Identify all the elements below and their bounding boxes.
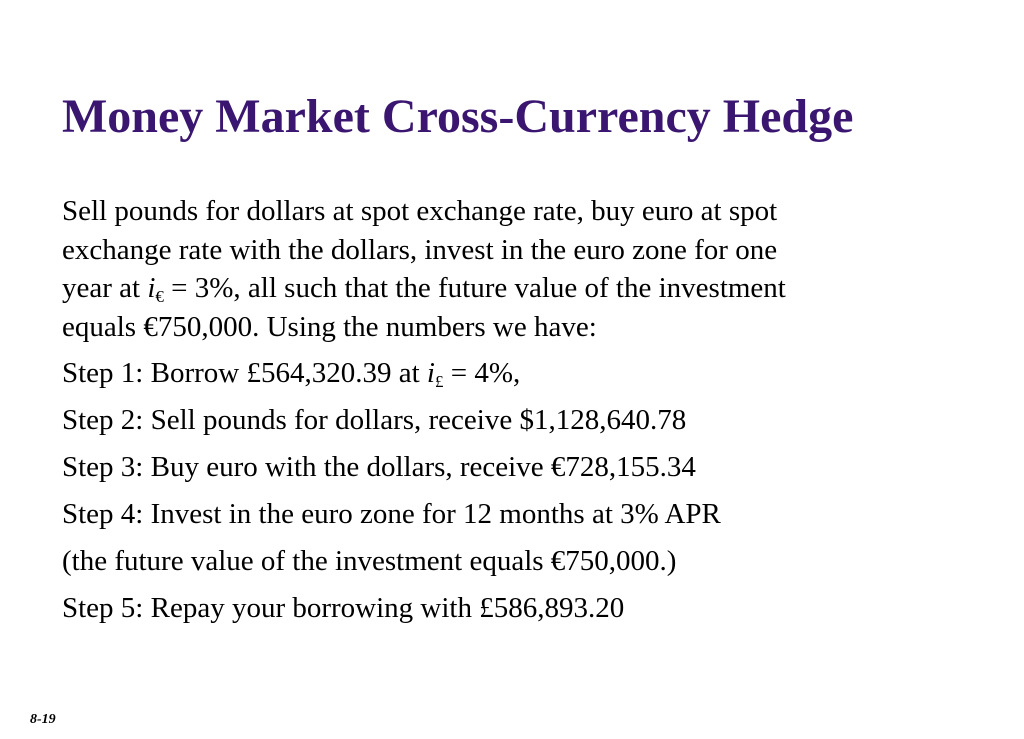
step-1 [62,354,992,393]
step-4-note: (the future value of the investment equals €750,000.) [62,545,677,577]
intro-line-4: equals €750,000. Using the numbers we have: [62,310,597,343]
step-5: Step 5: Repay your borrowing with £586,893.20 [62,592,625,624]
step-4: Step 4: Invest in the euro zone for 12 months at 3% APR [62,498,721,530]
step-1-text: Step 1: Borrow £564,320.39 at [62,357,427,389]
slide-body [62,192,992,636]
intro-line-1: Sell pounds for dollars at spot exchange rate, buy euro at spot [62,195,778,227]
intro-line-3-end: = 3%, all such that the future value of the investment [163,272,786,304]
euro-subscript: € [155,287,164,306]
slide-title: Money Market Cross-Currency Hedge [62,90,854,143]
intro-line-3 [62,269,992,308]
interest-rate-symbol: i [426,357,435,389]
intro-line-3-start: year at [62,272,148,304]
slide-number: 8-19 [30,712,56,727]
intro-paragraph [62,192,992,346]
step-3: Step 3: Buy euro with the dollars, receive €728,155.34 [62,451,696,483]
step-2: Step 2: Sell pounds for dollars, receive $1,128,640.78 [62,404,687,436]
interest-rate-symbol: i [147,272,156,304]
pound-subscript: £ [434,372,444,391]
step-1-rate: = 4%, [443,357,521,389]
intro-line-2: exchange rate with the dollars, invest in the euro zone for one [62,233,778,266]
